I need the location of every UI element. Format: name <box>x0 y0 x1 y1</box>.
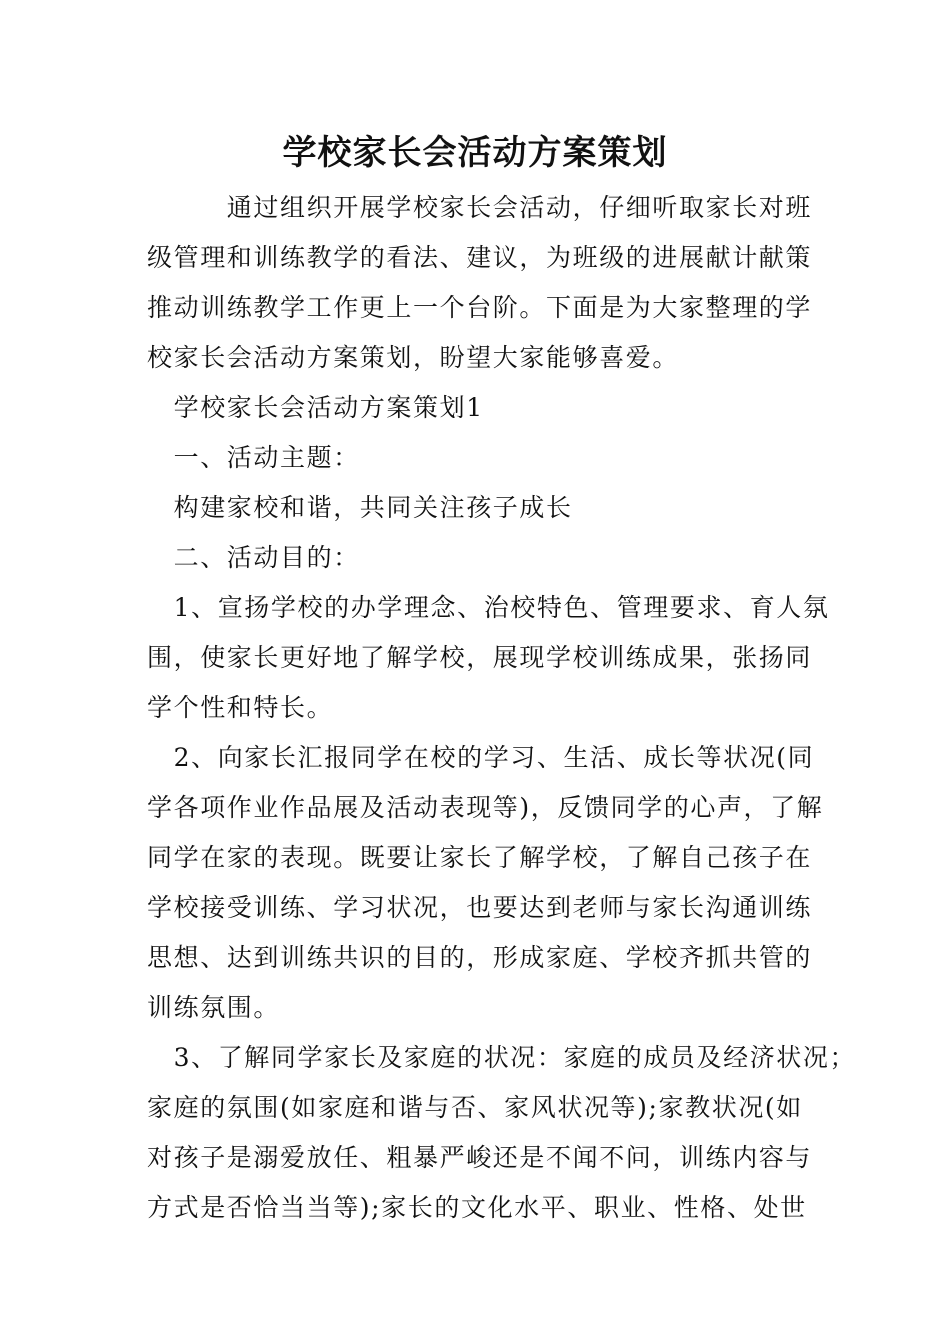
body-line: 推动训练教学工作更上一个台阶。下面是为大家整理的学 <box>147 293 813 322</box>
body-line: 一、活动主题： <box>147 443 360 472</box>
body-line: 思想、达到训练共识的目的，形成家庭、学校齐抓共管的 <box>147 943 813 972</box>
body-line: 学校家长会活动方案策划1 <box>147 393 484 422</box>
body-line: 同学在家的表现。既要让家长了解学校，了解自己孩子在 <box>147 843 813 872</box>
body-line: 学各项作业作品展及活动表现等)，反馈同学的心声，了解 <box>147 793 824 822</box>
body-line: 校家长会活动方案策划，盼望大家能够喜爱。 <box>147 343 680 372</box>
body-line: 方式是否恰当当等);家长的文化水平、职业、性格、处世 <box>147 1193 807 1222</box>
body-line: 训练氛围。 <box>147 993 281 1022</box>
body-line: 围，使家长更好地了解学校，展现学校训练成果，张扬同 <box>147 643 813 672</box>
body-line: 学个性和特长。 <box>147 693 334 722</box>
body-line: 构建家校和谐，共同关注孩子成长 <box>147 493 573 522</box>
body-line: 对孩子是溺爱放任、粗暴严峻还是不闻不问，训练内容与 <box>147 1143 813 1172</box>
document-title: 学校家长会活动方案策划 <box>282 133 668 173</box>
body-line: 通过组织开展学校家长会活动，仔细听取家长对班 <box>147 193 813 222</box>
body-line: 学校接受训练、学习状况，也要达到老师与家长沟通训练 <box>147 893 813 922</box>
body-line: 二、活动目的： <box>147 543 360 572</box>
body-line: 家庭的氛围(如家庭和谐与否、家风状况等);家教状况(如 <box>147 1093 803 1122</box>
body-line: 2、向家长汇报同学在校的学习、生活、成长等状况(同 <box>147 743 815 772</box>
body-line: 3、了解同学家长及家庭的状况：家庭的成员及经济状况； <box>147 1043 857 1072</box>
body-line: 1、宣扬学校的办学理念、治校特色、管理要求、育人氛 <box>147 593 830 622</box>
body-line: 级管理和训练教学的看法、建议，为班级的进展献计献策 <box>147 243 813 272</box>
